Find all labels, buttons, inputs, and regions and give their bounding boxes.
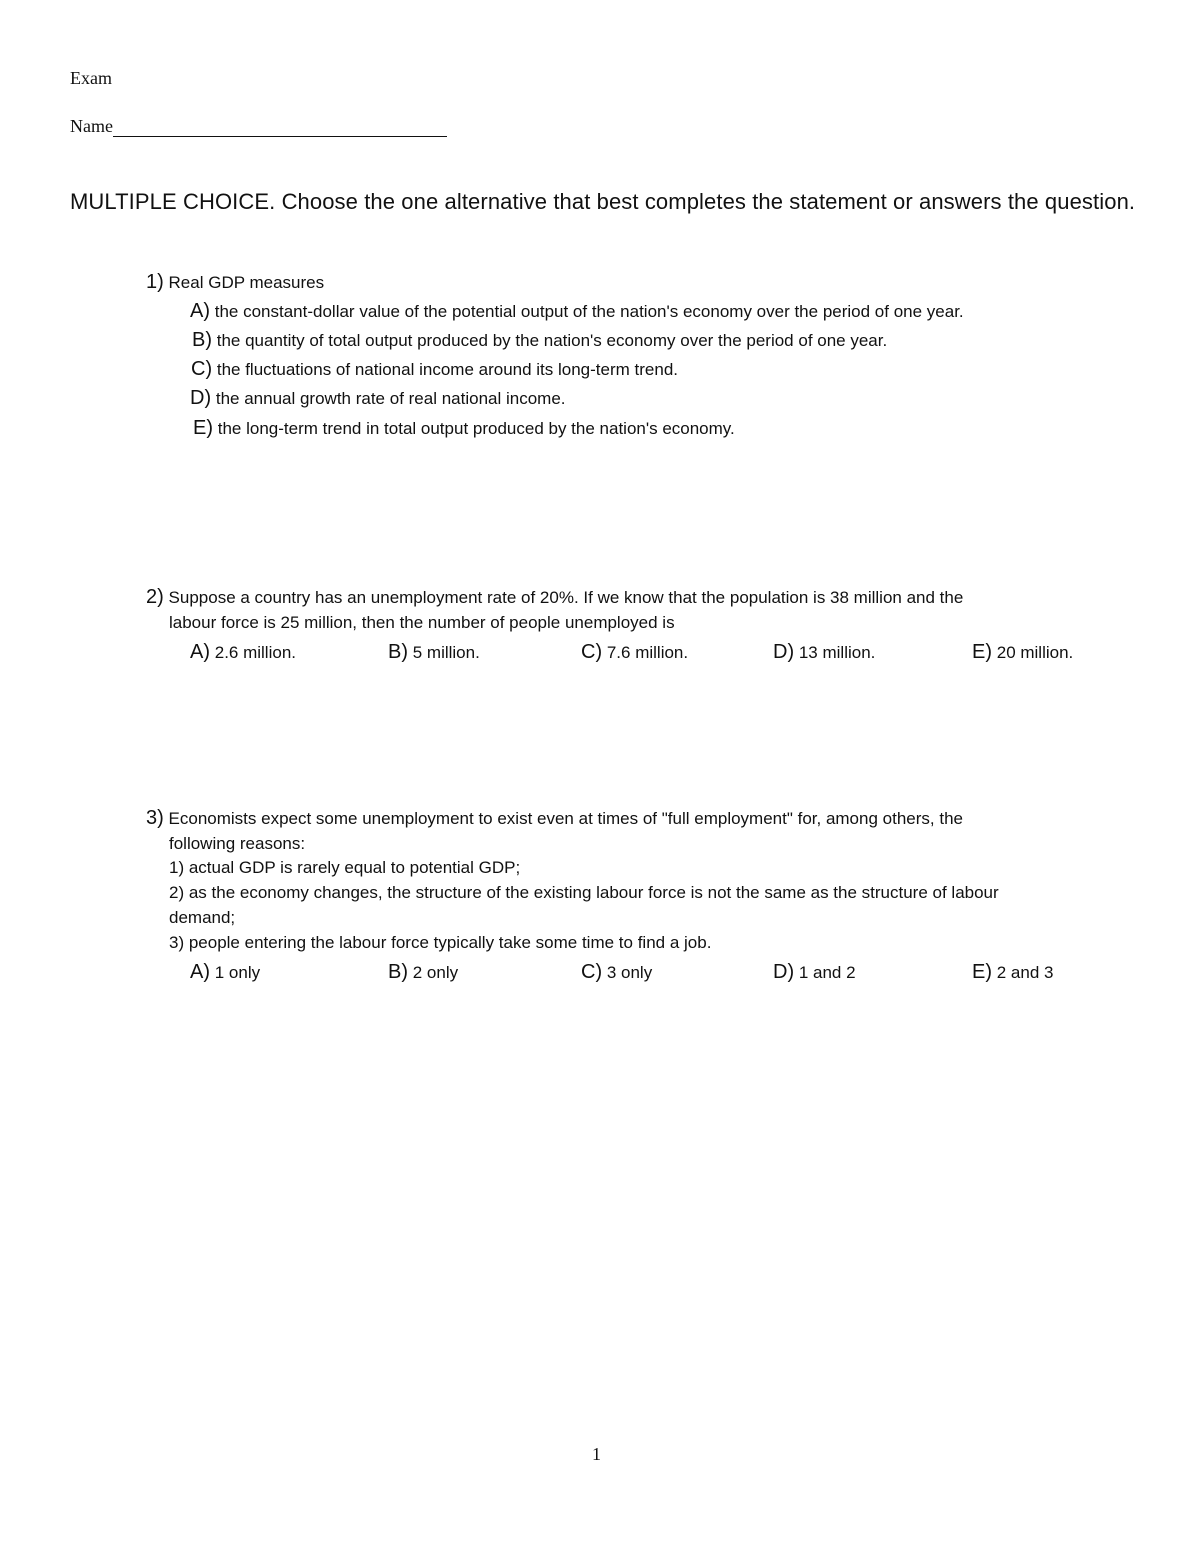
answer-option-c[interactable] <box>581 641 688 664</box>
option-letter: A) <box>190 641 210 663</box>
question-text: Suppose a country has an unemployment rate of 20%. If we know that the population is 38 million and the <box>168 588 964 607</box>
question-text-line: demand; <box>169 908 236 927</box>
answer-option-d[interactable] <box>773 641 875 664</box>
question-stem <box>146 808 963 829</box>
name-label: Name <box>70 116 113 136</box>
question-text: Economists expect some unemployment to exist even at times of "full employment" for, among others, the <box>168 809 963 828</box>
question-text: Real GDP measures <box>168 273 325 292</box>
answer-option-e[interactable] <box>193 417 735 440</box>
option-letter: E) <box>972 961 992 983</box>
answer-option-a[interactable] <box>190 641 296 664</box>
option-letter: D) <box>190 387 212 409</box>
option-letter: A) <box>190 300 210 322</box>
option-letter: A) <box>190 961 210 983</box>
option-letter: B) <box>388 641 408 663</box>
answer-option-b[interactable] <box>388 961 458 984</box>
option-text: 2 and 3 <box>996 963 1054 982</box>
section-title: MULTIPLE CHOICE. <box>70 189 276 214</box>
question-number: 2) <box>146 586 164 608</box>
option-text: 1 and 2 <box>798 963 856 982</box>
option-text: 20 million. <box>996 643 1074 662</box>
option-text: 7.6 million. <box>606 643 689 662</box>
option-text: 3 only <box>606 963 653 982</box>
name-line <box>70 116 447 137</box>
page-number: 1 <box>592 1444 601 1464</box>
question-stem <box>146 587 963 608</box>
answer-option-e[interactable] <box>972 961 1053 984</box>
option-text: 2 only <box>412 963 459 982</box>
answer-option-e[interactable] <box>972 641 1073 664</box>
answer-option-a[interactable] <box>190 300 964 323</box>
option-text: 1 only <box>214 963 261 982</box>
question-text-line: 1) actual GDP is rarely equal to potential GDP; <box>169 858 521 877</box>
option-letter: B) <box>388 961 408 983</box>
exam-label: Exam <box>70 68 112 88</box>
answer-option-b[interactable] <box>388 641 480 664</box>
option-letter: C) <box>581 961 603 983</box>
option-letter: D) <box>773 961 795 983</box>
option-text: 2.6 million. <box>214 643 296 662</box>
option-text: the constant-dollar value of the potential output of the nation's economy over the period of one year. <box>214 302 964 321</box>
answer-option-d[interactable] <box>773 961 856 984</box>
question-text-line: 2) as the economy changes, the structure of the existing labour force is not the same as the structure of labour <box>169 883 999 902</box>
question-text-line: following reasons: <box>169 834 306 853</box>
question-number: 1) <box>146 271 164 293</box>
option-text: the annual growth rate of real national income. <box>215 389 566 408</box>
answer-option-d[interactable] <box>190 387 566 410</box>
option-text: the long-term trend in total output produced by the nation's economy. <box>217 419 735 438</box>
option-letter: B) <box>192 329 212 351</box>
option-text: 5 million. <box>412 643 480 662</box>
option-letter: E) <box>972 641 992 663</box>
answer-option-c[interactable] <box>191 358 678 381</box>
option-text: the quantity of total output produced by the nation's economy over the period of one year. <box>216 331 888 350</box>
option-text: the fluctuations of national income around its long-term trend. <box>216 360 678 379</box>
section-instructions: Choose the one alternative that best completes the statement or answers the question. <box>281 189 1136 214</box>
option-text: 13 million. <box>798 643 876 662</box>
option-letter: C) <box>191 358 213 380</box>
answer-option-b[interactable] <box>192 329 887 352</box>
option-letter: D) <box>773 641 795 663</box>
section-header <box>70 187 1140 217</box>
question-text-line: labour force is 25 million, then the number of people unemployed is <box>169 613 675 632</box>
question-number: 3) <box>146 807 164 829</box>
option-letter: C) <box>581 641 603 663</box>
answer-option-a[interactable] <box>190 961 260 984</box>
question-text-line: 3) people entering the labour force typically take some time to find a job. <box>169 933 712 952</box>
option-letter: E) <box>193 417 213 439</box>
question-stem <box>146 272 324 293</box>
name-field[interactable] <box>113 118 447 137</box>
answer-option-c[interactable] <box>581 961 652 984</box>
